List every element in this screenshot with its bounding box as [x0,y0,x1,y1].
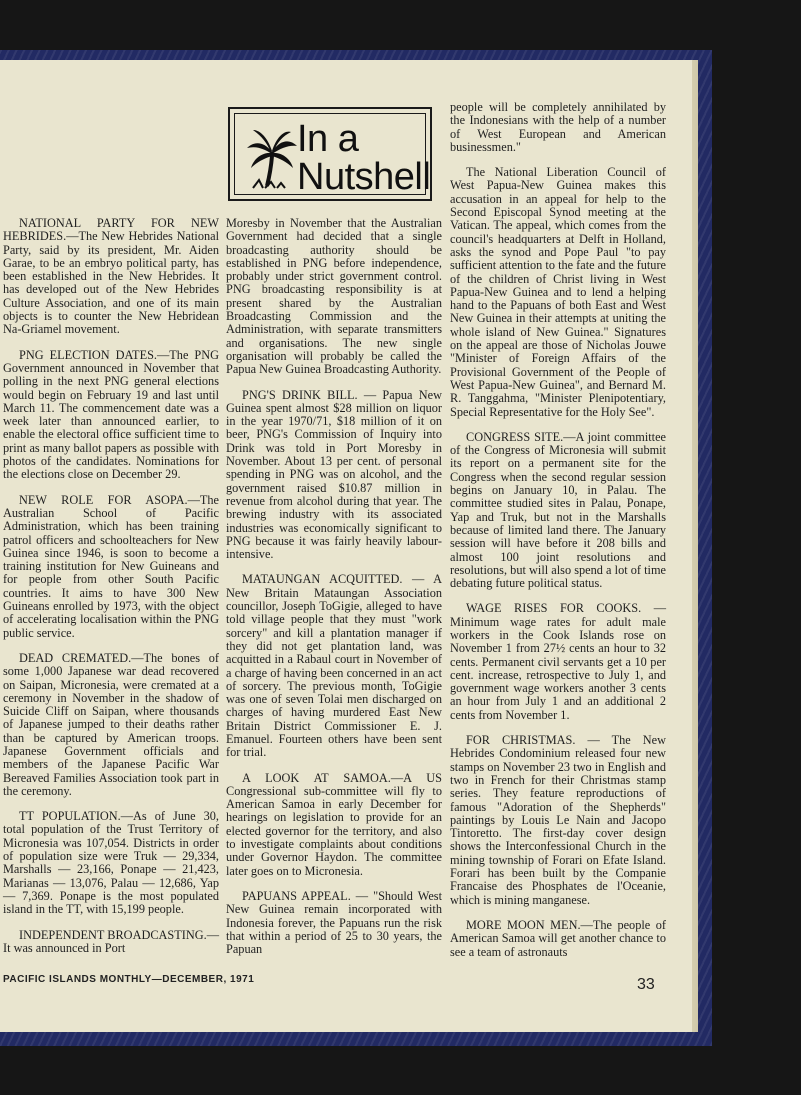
logo-title [297,120,430,196]
nutshell-logo [228,107,432,201]
article-national-party: NATIONAL PARTY FOR NEW HEBRIDES.—The New Hebrides National Party, said by its president, Mr. Aiden Garae, to be an embryo political party, has been established in the New Hebrides. It has developed out of the New Hebrides Culture Association, and one of its main objects is to counter the New Hebridean Na-Griamel movement. [3,216,219,337]
article-for-christmas: FOR CHRISTMAS. — The New Hebrides Condominium released four new stamps on November 23 two in English and two in French for their Christmas stamp series. They feature reproductions of famous "Adoration of the Shepherds" paintings by Louis Le Nain and Jacopo Tintoretto. The first-day cover design shows the Interconfessional Church in the mining township of Forari on Efate Island. Forari has been built by the Companie Francaise des Phosphates de l'Oceanie, which is mining manganese. [450,733,666,907]
palm-tree-icon [245,126,299,192]
article-independent-broadcasting-cont: Moresby in November that the Australian Government had decided that a single broadcasting authority should be established in PNG before independence, probably under strict government control. PNG broadcasting responsibility is at present shared by the Australian Broadcasting Commission and the Administration, with separate transmitters and organisations. The new single organisation will probably be called the Papua New Guinea Broadcasting Authority. [226,216,442,377]
publication-footer: PACIFIC ISLANDS MONTHLY—DECEMBER, 1971 [3,974,255,985]
article-independent-broadcasting-start: INDEPENDENT BROADCASTING.—It was announced in Port [3,927,219,955]
logo-inner-frame [234,113,431,198]
article-a-look-at-samoa: A LOOK AT SAMOA.—A US Congressional sub-committee will fly to American Samoa in early December for hearings on legislation to provide for an elected governor for the territory, and also to investigate complaints about conditions under Governor Haydon. The committee later goes on to Micronesia. [226,770,442,878]
article-wage-rises-for-cooks: WAGE RISES FOR COOKS. — Minimum wage rates for adult male workers in the Cook Islands rose on November 1 from 27½ cents an hour to 32 cents. Permanent civil servants get a 10 per cent. increase, retrospective to July 1, and government wage workers another 3 cents an hour from July 1 and an additional 2 cents from November 1. [450,601,666,722]
column-1 [3,217,219,967]
magazine-page [0,60,692,1032]
article-papuans-appeal-start: PAPUANS APPEAL. — "Should West New Guinea remain incorporated with Indonesia forever, the Papuans run the risk that within a period of 25 to 30 years, the Papuan [226,888,442,957]
page-number: 33 [637,976,655,993]
article-new-role-for-asopa: NEW ROLE FOR ASOPA.—The Australian School of Pacific Administration, which has been training patrol officers and schoolteachers for New Guinea since 1946, is soon to become a training institution for New Guineans and for people from other South Pacific countries. It aims to have 300 New Guineans enrolled by 1973, with the object of accelerating localisation within the PNG public service. [3,492,219,640]
article-png-drink-bill: PNG'S DRINK BILL. — Papua New Guinea spent almost $28 million on liquor in the year 1970/71, $18 million of it on beer, PNG's Commission of Inquiry into Drink was told in Port Moresby in November. About 13 per cent. of personal spending in PNG was on alcohol, and the government raised $10.87 million in revenue from alcohol during that year. The brewing industry with its associated industries was economically significant to PNG because it was fairly heavily labour-intensive. [226,387,442,562]
article-dead-cremated: DEAD CREMATED.—The bones of some 1,000 Japanese war dead recovered on Saipan, Micronesia, were cremated at a ceremony in November in the shadow of Suicide Cliff on Saipan, where thousands of Japanese jumped to their deaths rather than be captured by American troops. Japanese Government officials and members of the Japanese Pacific War Bereaved Families Association took part in the ceremony. [3,650,219,798]
article-more-moon-men: MORE MOON MEN.—The people of American Samoa will get another chance to see a team of astronauts [450,917,666,959]
article-papuans-appeal-cont: people will be completely annihilated by the Indonesians with the help of a number of West European and American businessmen." [450,100,666,154]
article-png-election-dates: PNG ELECTION DATES.—The PNG Government announced in November that polling in the next PNG general elections would begin on February 19 and last until March 11. The commencement date was a week later than announced earlier, to enable the electoral office sufficient time to print as many ballot papers as possible with photos of the candidates. Nominations for the elections close on December 29. [3,347,219,482]
logo-title-line1: In a [297,118,359,160]
column-3 [450,101,666,971]
column-2 [226,217,442,968]
logo-title-line2: Nutshell [297,156,431,198]
article-liberation-council: The National Liberation Council of West Papua-New Guinea makes this accusation in an appeal for help to the Second Episcopal Synod meeting at the Vatican. The appeal, which comes from the council's headquarters at Delft in Holland, asks the synod and Pope Paul "to pay sufficient attention to the fate and the future of the children of Christ living in West Papua-New Guinea and to lend a helping hand to the Papuans of both East and West New Guinea in their attempts at uniting the whole island of New Guinea." Signatures on the appeal are those of Nicholas Jouwe "Minister of Foreign Affairs of the Provisional Government of the People of West Papua-New Guinea", and Bernard M. R. Tanggahma, "Minister Plenipotentiary, Special Representative for the Holy See". [450,165,666,419]
article-tt-population: TT POPULATION.—As of June 30, total population of the Trust Territory of Micronesia was 107,054. Districts in order of population size were Truk — 29,334, Marshalls — 23,166, Ponape — 21,423, Marianas — 13,076, Palau — 12,686, Yap — 7,369. Ponape is the most populated island in the TT, with 15,199 people. [3,809,219,917]
article-mataungan-acquitted: MATAUNGAN ACQUITTED. — A New Britain Mataungan Association councillor, Joseph ToGigie, alleged to have told village people that they must "work sorcery" and kill a plantation manager if they did not get plantation land, was acquitted in a Rabaul court in November of a charge of having been concerned in an act of sorcery. The previous month, ToGigie was one of seven Tolai men discharged on charges of having murdered East New Britain District Commissioner E. J. Emanuel. Fourteen others have been sent for trial. [226,572,442,760]
article-congress-site: CONGRESS SITE.—A joint committee of the Congress of Micronesia will submit its report on a permanent site for the Congress when the second regular session begins on January 10, in Palau. The committee studied sites in Palau, Ponape, Yap and Truk, but not in the Marshalls because of limited land there. The January session will have before it 208 bills and almost 100 joint resolutions and resolutions, but will also spend a lot of time debating future political status. [450,429,666,591]
